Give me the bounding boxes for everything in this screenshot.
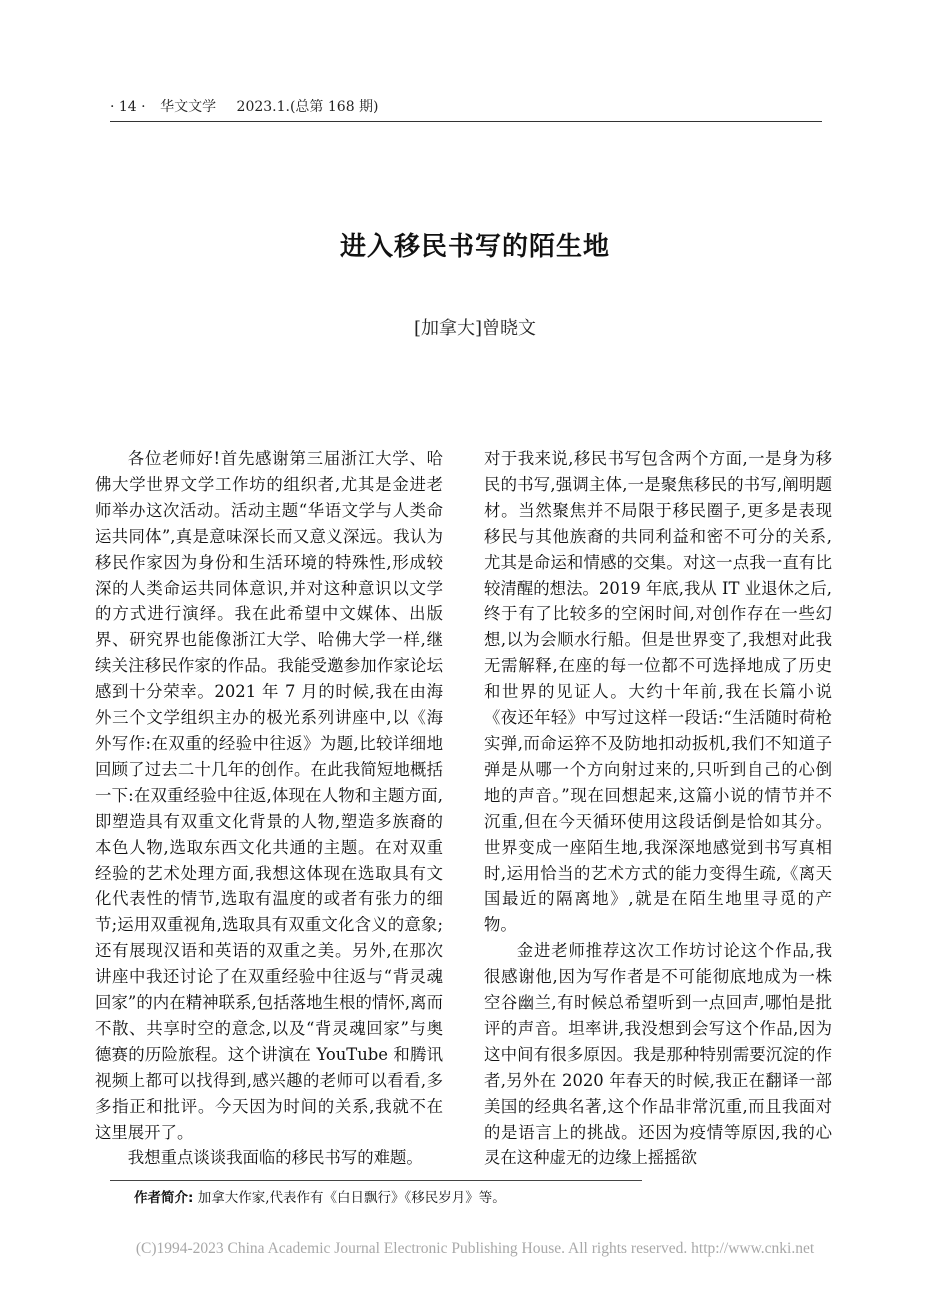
- author-bio: [134, 1188, 834, 1208]
- journal-name: 华文文学: [160, 99, 217, 115]
- page-number: · 14 ·: [110, 99, 146, 115]
- paragraph: 我想重点谈谈我面临的移民书写的难题。: [127, 1148, 423, 1168]
- footnote-rule: [110, 1180, 642, 1181]
- issue-info: 2023.1.(总第 168 期): [236, 99, 379, 115]
- body-column-right: [484, 446, 832, 1171]
- body-column-left: [95, 446, 443, 1171]
- copyright-watermark: (C)1994-2023 China Academic Journal Electronic Publishing House. All rights reserved. http://www.cnki.net: [135, 1240, 815, 1257]
- header-rule: [110, 121, 822, 122]
- running-header: [110, 98, 822, 116]
- author-bio-label: 作者简介:: [134, 1190, 194, 1206]
- article-author: [加拿大]曾晓文: [413, 318, 537, 339]
- paragraph: 对于我来说,移民书写包含两个方面,一是身为移民的书写,强调主体,一是聚焦移民的书写,阐明题材。当然聚焦并不局限于移民圈子,更多是表现移民与其他族裔的共同利益和密不可分的关系,尤其是命运和情感的交集。对这一点我一直有比较清醒的想法。2019 年底,我从 IT 业退休之后,终于有了比较多的空闲时间,对创作存在一些幻想,以为会顺水行船。但是世界变了,我想对此我无需解释,在座的每一位都不可选择地成了历史和世界的见证人。大约十年前,我在长篇小说《夜还年轻》中写过这样一段话:“生活随时荷枪实弹,而命运猝不及防地扣动扳机,我们不知道子弹是从哪一个方向射过来的,只听到自己的心倒地的声音。”现在回想起来,这篇小说的情节并不沉重,但在今天循环使用这段话倒是恰如其分。世界变成一座陌生地,我深深地感觉到书写真相时,运用恰当的艺术方式的能力变得生疏,《离天国最近的隔离地》,就是在陌生地里寻觅的产物。: [484, 449, 832, 935]
- paragraph: 各位老师好!首先感谢第三届浙江大学、哈佛大学世界文学工作坊的组织者,尤其是金进老师举办这次活动。活动主题“华语文学与人类命运共同体”,真是意味深长而又意义深远。我认为移民作家因为身份和生活环境的特殊性,形成较深的人类命运共同体意识,并对这种意识以文学的方式进行演绎。我在此希望中文媒体、出版界、研究界也能像浙江大学、哈佛大学一样,继续关注移民作家的作品。我能受邀参加作家论坛感到十分荣幸。2021 年 7 月的时候,我在由海外三个文学组织主办的极光系列讲座中,以《海外写作:在双重的经验中往返》为题,比较详细地回顾了过去二十几年的创作。在此我简短地概括一下:在双重经验中往返,体现在人物和主题方面,即塑造具有双重文化背景的人物,塑造多族裔的本色人物,选取东西文化共通的主题。在对双重经验的艺术处理方面,我想这体现在选取具有文化代表性的情节,选取有温度的或者有张力的细节;运用双重视角,选取具有双重文化含义的意象;还有展现汉语和英语的双重之美。另外,在那次讲座中我还讨论了在双重经验中往返与“背灵魂回家”的内在精神联系,包括落地生根的情怀,离而不散、共享时空的意念,以及“背灵魂回家”与奥德赛的历险旅程。这个讲演在 YouTube 和腾讯视频上都可以找得到,感兴趣的老师可以看看,多多指正和批评。今天因为时间的关系,我就不在这里展开了。: [95, 449, 443, 1142]
- paragraph: 金进老师推荐这次工作坊讨论这个作品,我很感谢他,因为写作者是不可能彻底地成为一株空谷幽兰,有时候总希望听到一点回声,哪怕是批评的声音。坦率讲,我没想到会写这个作品,因为这中间有很多原因。我是那种特别需要沉淀的作者,另外在 2020 年春天的时候,我正在翻译一部美国的经典名著,这个作品非常沉重,而且我面对的是语言上的挑战。还因为疫情等原因,我的心灵在这种虚无的边缘上摇摇欲: [484, 941, 832, 1168]
- author-bio-text: 加拿大作家,代表作有《白日飘行》《移民岁月》等。: [197, 1190, 506, 1206]
- article-title: 进入移民书写的陌生地: [339, 232, 610, 262]
